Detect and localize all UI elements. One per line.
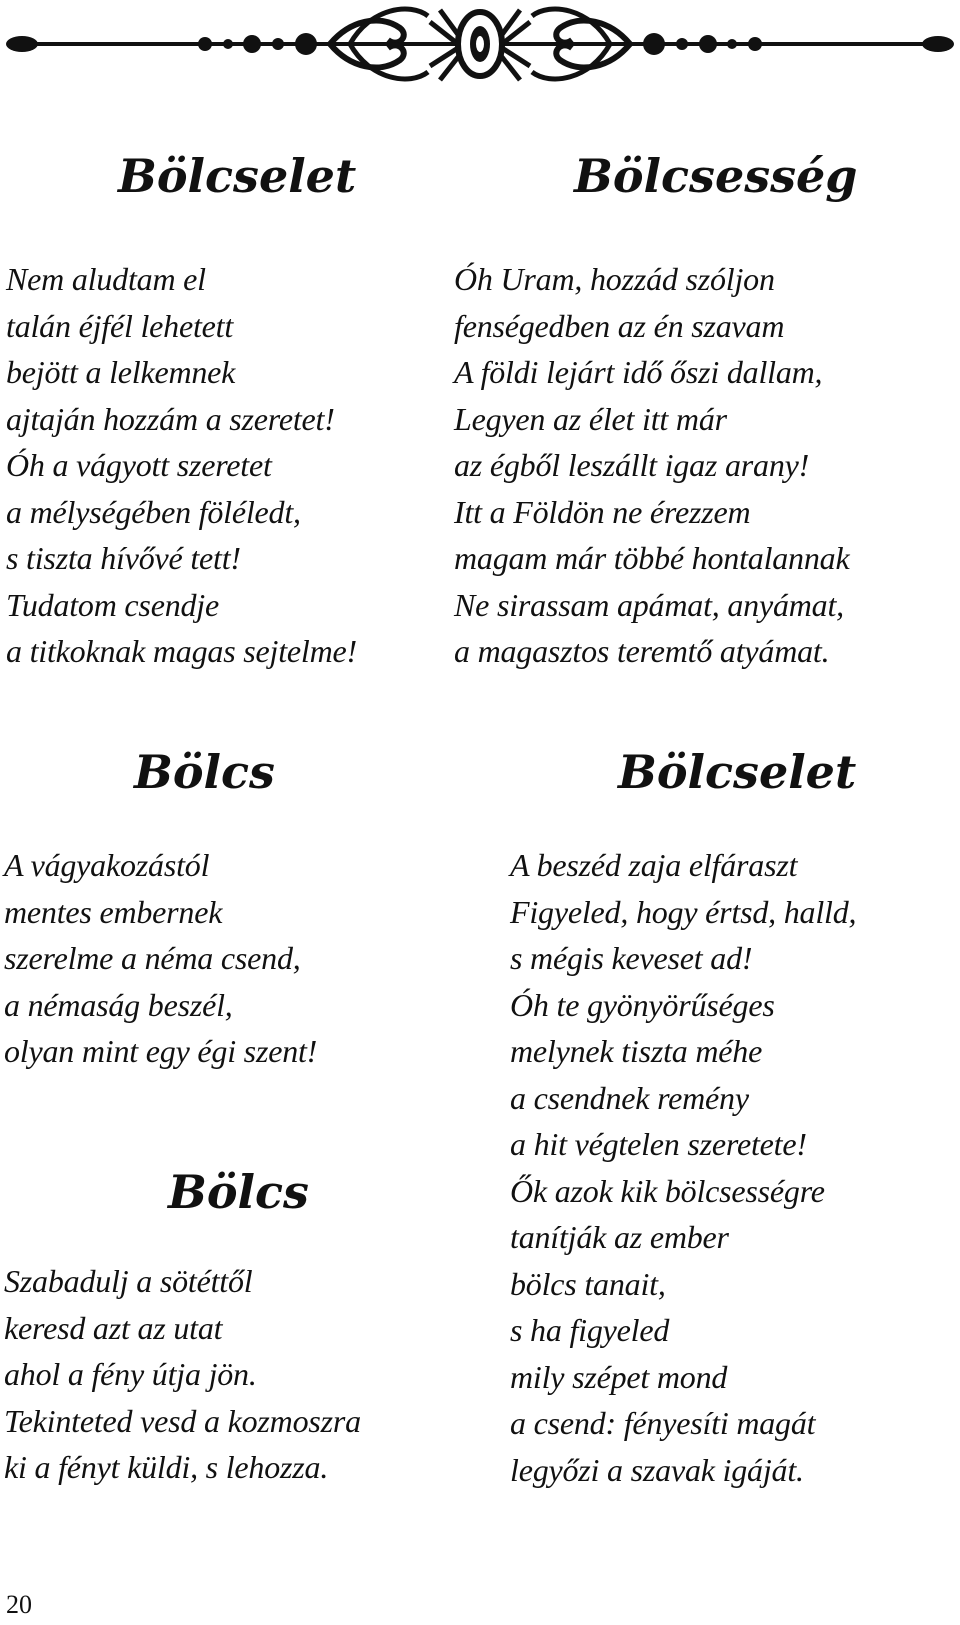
poem-body [0, 842, 470, 1075]
poem-line: a csend: fényesíti magát [510, 1405, 816, 1441]
poem-body [0, 1258, 470, 1491]
poem-body [510, 842, 950, 1493]
poem-line: a csendnek remény [510, 1079, 749, 1116]
poem-bolcs-2 [0, 1164, 470, 1491]
poem-line: Itt a Földön ne érezzem [454, 493, 751, 530]
poem-line: az égből leszállt igaz arany! [454, 447, 810, 483]
poem-line: Ne sirassam apámat, anyámat, [454, 586, 844, 623]
poem-line: a hit végtelen szeretete! [510, 1126, 807, 1162]
poem-line: Ők azok kik bölcsességre [510, 1172, 825, 1209]
poem-line: bölcs tanait, [510, 1265, 666, 1302]
poem-title: Bölcselet [118, 149, 357, 203]
poem-bolcselet-1 [0, 148, 440, 675]
poem-line: A földi lejárt idő őszi dallam, [454, 354, 823, 390]
poem-line: Szabadulj a sötéttől [4, 1263, 253, 1299]
poem-line: a titkoknak magas sejtelme! [6, 633, 357, 669]
poem-line: Tudatom csendje [6, 586, 219, 623]
poem-line: a mélységében föléledt, [6, 493, 301, 530]
poem-line: Tekinteted vesd a kozmoszra [4, 1402, 361, 1439]
poem-line: Nem aludtam el [6, 261, 206, 297]
poem-line: szerelme a néma csend, [4, 940, 301, 976]
poem-line: A vágyakozástól [4, 847, 210, 883]
poem-line: A beszéd zaja elfáraszt [510, 847, 798, 883]
poem-bolcs-1 [0, 744, 470, 1075]
poem-title: Bölcs [168, 1165, 309, 1219]
poem-line: Figyeled, hogy értsd, halld, [510, 893, 857, 930]
poem-line: legyőzi a szavak igáját. [510, 1451, 804, 1488]
poem-title: Bölcselet [618, 745, 857, 799]
poem-line: fenségedben az én szavam [454, 307, 785, 344]
poem-line: mily szépet mond [510, 1358, 728, 1395]
poem-line: s tiszta hívővé tett! [6, 540, 241, 576]
poem-line: s ha figyeled [510, 1312, 670, 1348]
poem-title: Bölcsesség [574, 149, 858, 203]
poem-line: tanítják az ember [510, 1219, 729, 1255]
poem-line: s mégis keveset ad! [510, 940, 753, 976]
poem-body [454, 256, 954, 675]
decorative-flourish-divider-icon [0, 0, 960, 100]
page-number: 20 [6, 1590, 32, 1619]
poem-line: ajtaján hozzám a szeretet! [6, 400, 335, 437]
poem-line: ki a fényt küldi, s lehozza. [4, 1449, 329, 1485]
poem-line: mentes embernek [4, 893, 223, 930]
poem-line: Legyen az élet itt már [454, 400, 727, 437]
poem-line: a némaság beszél, [4, 986, 233, 1023]
poem-body [0, 256, 440, 675]
poem-line: olyan mint egy égi szent! [4, 1033, 318, 1069]
poem-line: keresd azt az utat [4, 1309, 223, 1346]
poem-line: ahol a fény útja jön. [4, 1356, 257, 1392]
poem-line: Óh Uram, hozzád szóljon [454, 261, 775, 297]
poem-line: Óh a vágyott szeretet [6, 447, 272, 483]
poem-bolcsesseg [454, 148, 954, 675]
poem-line: a magasztos teremtő atyámat. [454, 633, 830, 669]
poem-bolcselet-2 [510, 744, 950, 1493]
poem-line: magam már többé hontalannak [454, 540, 850, 576]
poem-line: talán éjfél lehetett [6, 307, 234, 344]
poem-line: bejött a lelkemnek [6, 354, 236, 390]
poem-title: Bölcs [134, 745, 275, 799]
poem-line: Óh te gyönyörűséges [510, 986, 775, 1023]
poem-line: melynek tiszta méhe [510, 1033, 763, 1069]
